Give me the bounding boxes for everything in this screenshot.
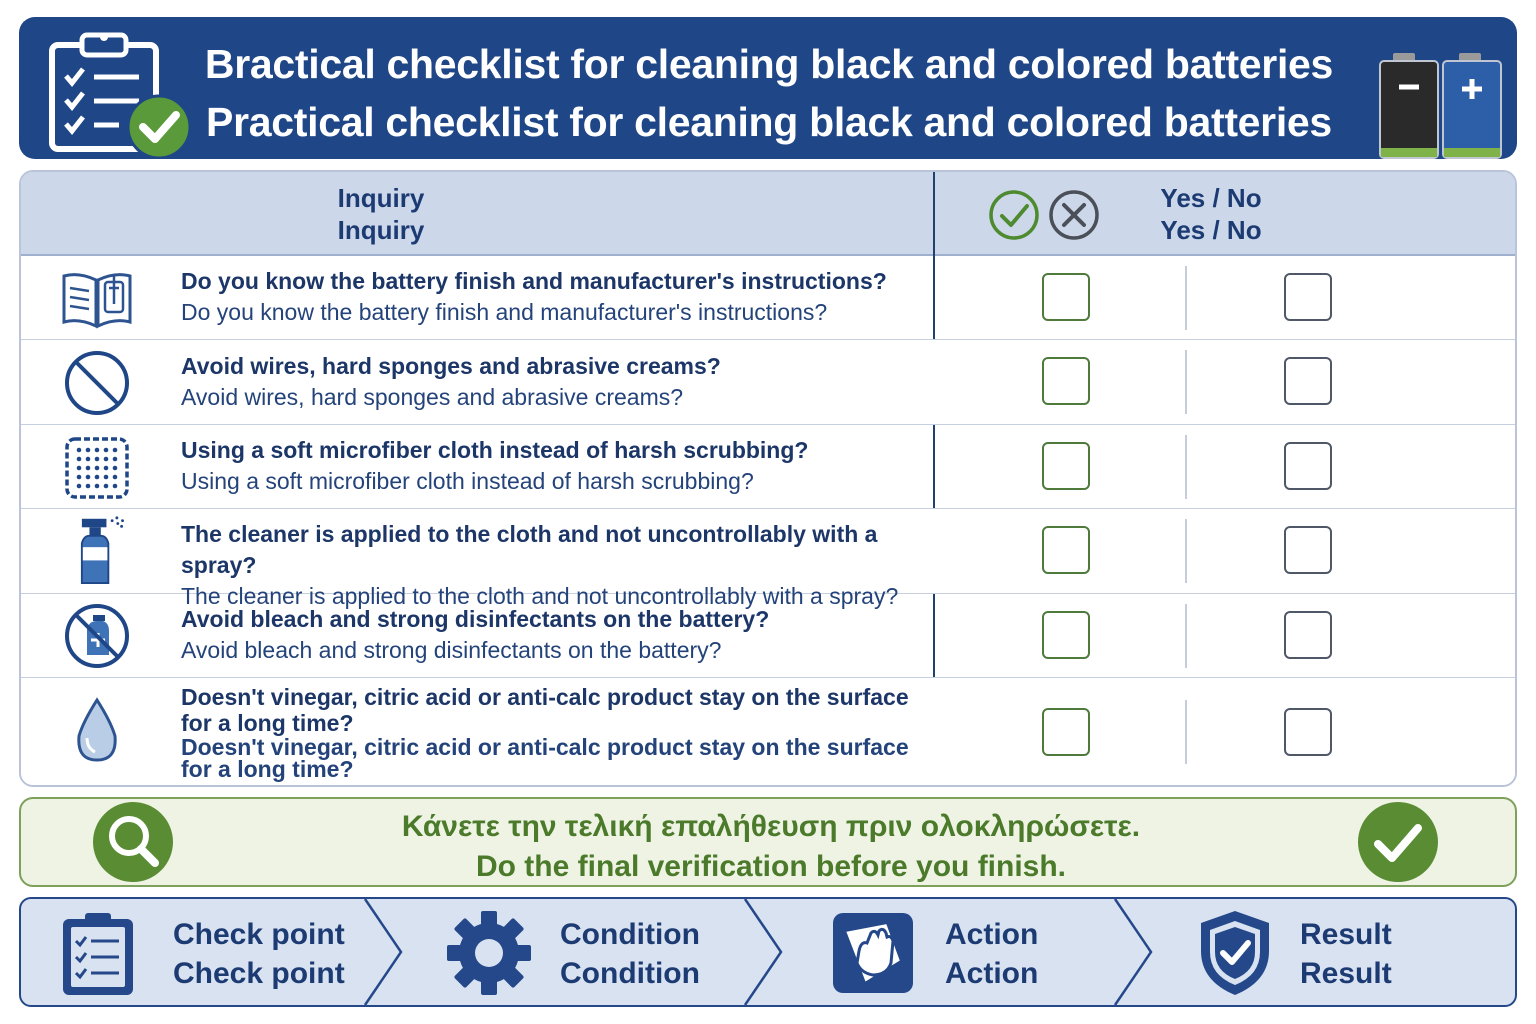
question-text: Avoid wires, hard sponges and abrasive creams? xyxy=(181,353,721,379)
cell-divider xyxy=(1185,266,1187,330)
check-circle-icon xyxy=(128,96,190,157)
question-text-secondary: Using a soft microfiber cloth instead of harsh scrubbing? xyxy=(181,468,754,494)
table-row xyxy=(21,425,1515,509)
page-title: Bractical checklist for cleaning black and colored batteries xyxy=(204,41,1334,87)
yes-checkbox[interactable] xyxy=(1042,526,1090,574)
magnifier-icon xyxy=(93,802,173,882)
no-bleach-icon xyxy=(59,601,135,671)
step-result xyxy=(1171,899,1511,1005)
cell-divider xyxy=(1185,435,1187,499)
no-checkbox[interactable] xyxy=(1284,708,1332,756)
step-check-point xyxy=(21,899,381,1005)
step-label-secondary: Action xyxy=(945,957,1039,990)
table-row xyxy=(21,509,1515,609)
question-text-secondary: Doesn't vinegar, citric acid or anti-calc product stay on the surface for a long time? xyxy=(181,734,909,782)
chevron-right-icon xyxy=(363,899,403,1005)
no-checkbox[interactable] xyxy=(1284,526,1332,574)
table-row xyxy=(21,256,1515,340)
yes-checkbox[interactable] xyxy=(1042,611,1090,659)
battery-minus-icon xyxy=(1380,53,1438,158)
cell-divider xyxy=(1185,519,1187,583)
question-text-secondary: Do you know the battery finish and manufacturer's instructions? xyxy=(181,299,828,325)
step-label: Condition xyxy=(560,918,700,951)
final-verification-banner xyxy=(19,797,1517,887)
question-text-secondary: The cleaner is applied to the cloth and not uncontrollably with a spray? xyxy=(181,583,899,609)
step-label-secondary: Condition xyxy=(560,957,700,990)
water-drop-icon xyxy=(59,696,135,766)
chevron-right-icon xyxy=(743,899,783,1005)
question-text: Doesn't vinegar, citric acid or anti-calc product stay on the surface for a long time? xyxy=(181,684,909,736)
question-text-secondary: Avoid wires, hard sponges and abrasive creams? xyxy=(181,384,684,410)
cleaning-hand-icon xyxy=(831,911,915,995)
step-label: Action xyxy=(945,918,1039,951)
checklist-table xyxy=(19,170,1517,787)
no-checkbox[interactable] xyxy=(1284,273,1332,321)
question-text-secondary: Avoid bleach and strong disinfectants on the battery? xyxy=(181,637,722,663)
microfiber-cloth-icon xyxy=(59,433,135,503)
yes-check-icon xyxy=(991,192,1037,238)
step-label: Check point xyxy=(173,918,345,951)
cell-divider xyxy=(1185,700,1187,764)
step-label: Result xyxy=(1300,918,1392,951)
question-text: Using a soft microfiber cloth instead of harsh scrubbing? xyxy=(181,437,809,463)
verification-text-greek: Κάνετε την τελική επαλήθευση πριν ολοκληρώσετε. xyxy=(401,810,1141,843)
no-checkbox[interactable] xyxy=(1284,442,1332,490)
step-label-secondary: Check point xyxy=(173,957,345,990)
no-cross-icon xyxy=(1051,192,1097,238)
step-action xyxy=(801,899,1141,1005)
yesno-header: Yes / No xyxy=(1160,183,1262,213)
step-label-secondary: Result xyxy=(1300,957,1392,990)
prohibited-icon xyxy=(59,348,135,418)
inquiry-header: Inquiry xyxy=(337,183,425,213)
chevron-right-icon xyxy=(1113,899,1153,1005)
table-row xyxy=(21,678,1515,787)
table-header xyxy=(21,172,1515,256)
verification-text: Do the final verification before you finish. xyxy=(475,850,1067,883)
header-banner xyxy=(19,17,1517,159)
inquiry-header-secondary: Inquiry xyxy=(337,215,425,245)
yes-checkbox[interactable] xyxy=(1042,357,1090,405)
yes-checkbox[interactable] xyxy=(1042,708,1090,756)
clipboard-checklist-icon xyxy=(49,27,199,157)
yes-checkbox[interactable] xyxy=(1042,273,1090,321)
yesno-header-secondary: Yes / No xyxy=(1160,215,1262,245)
question-text: The cleaner is applied to the cloth and not uncontrollably with a spray? xyxy=(181,521,878,578)
question-text: Do you know the battery finish and manufacturer's instructions? xyxy=(181,268,887,294)
battery-plus-icon xyxy=(1443,53,1501,158)
clipboard-icon xyxy=(59,909,139,997)
spray-bottle-icon xyxy=(59,515,135,585)
question-text: Avoid bleach and strong disinfectants on the battery? xyxy=(181,606,770,632)
step-condition xyxy=(421,899,761,1005)
no-checkbox[interactable] xyxy=(1284,357,1332,405)
no-checkbox[interactable] xyxy=(1284,611,1332,659)
cell-divider xyxy=(1185,604,1187,668)
page-subtitle: Practical checklist for cleaning black and colored batteries xyxy=(206,99,1332,145)
process-steps-bar xyxy=(19,897,1517,1007)
gear-icon xyxy=(445,909,533,997)
yes-checkbox[interactable] xyxy=(1042,442,1090,490)
check-circle-icon xyxy=(1358,802,1438,882)
table-row xyxy=(21,594,1515,678)
cell-divider xyxy=(1185,350,1187,414)
manual-book-icon xyxy=(59,264,135,334)
shield-check-icon xyxy=(1195,907,1275,999)
table-row xyxy=(21,340,1515,425)
